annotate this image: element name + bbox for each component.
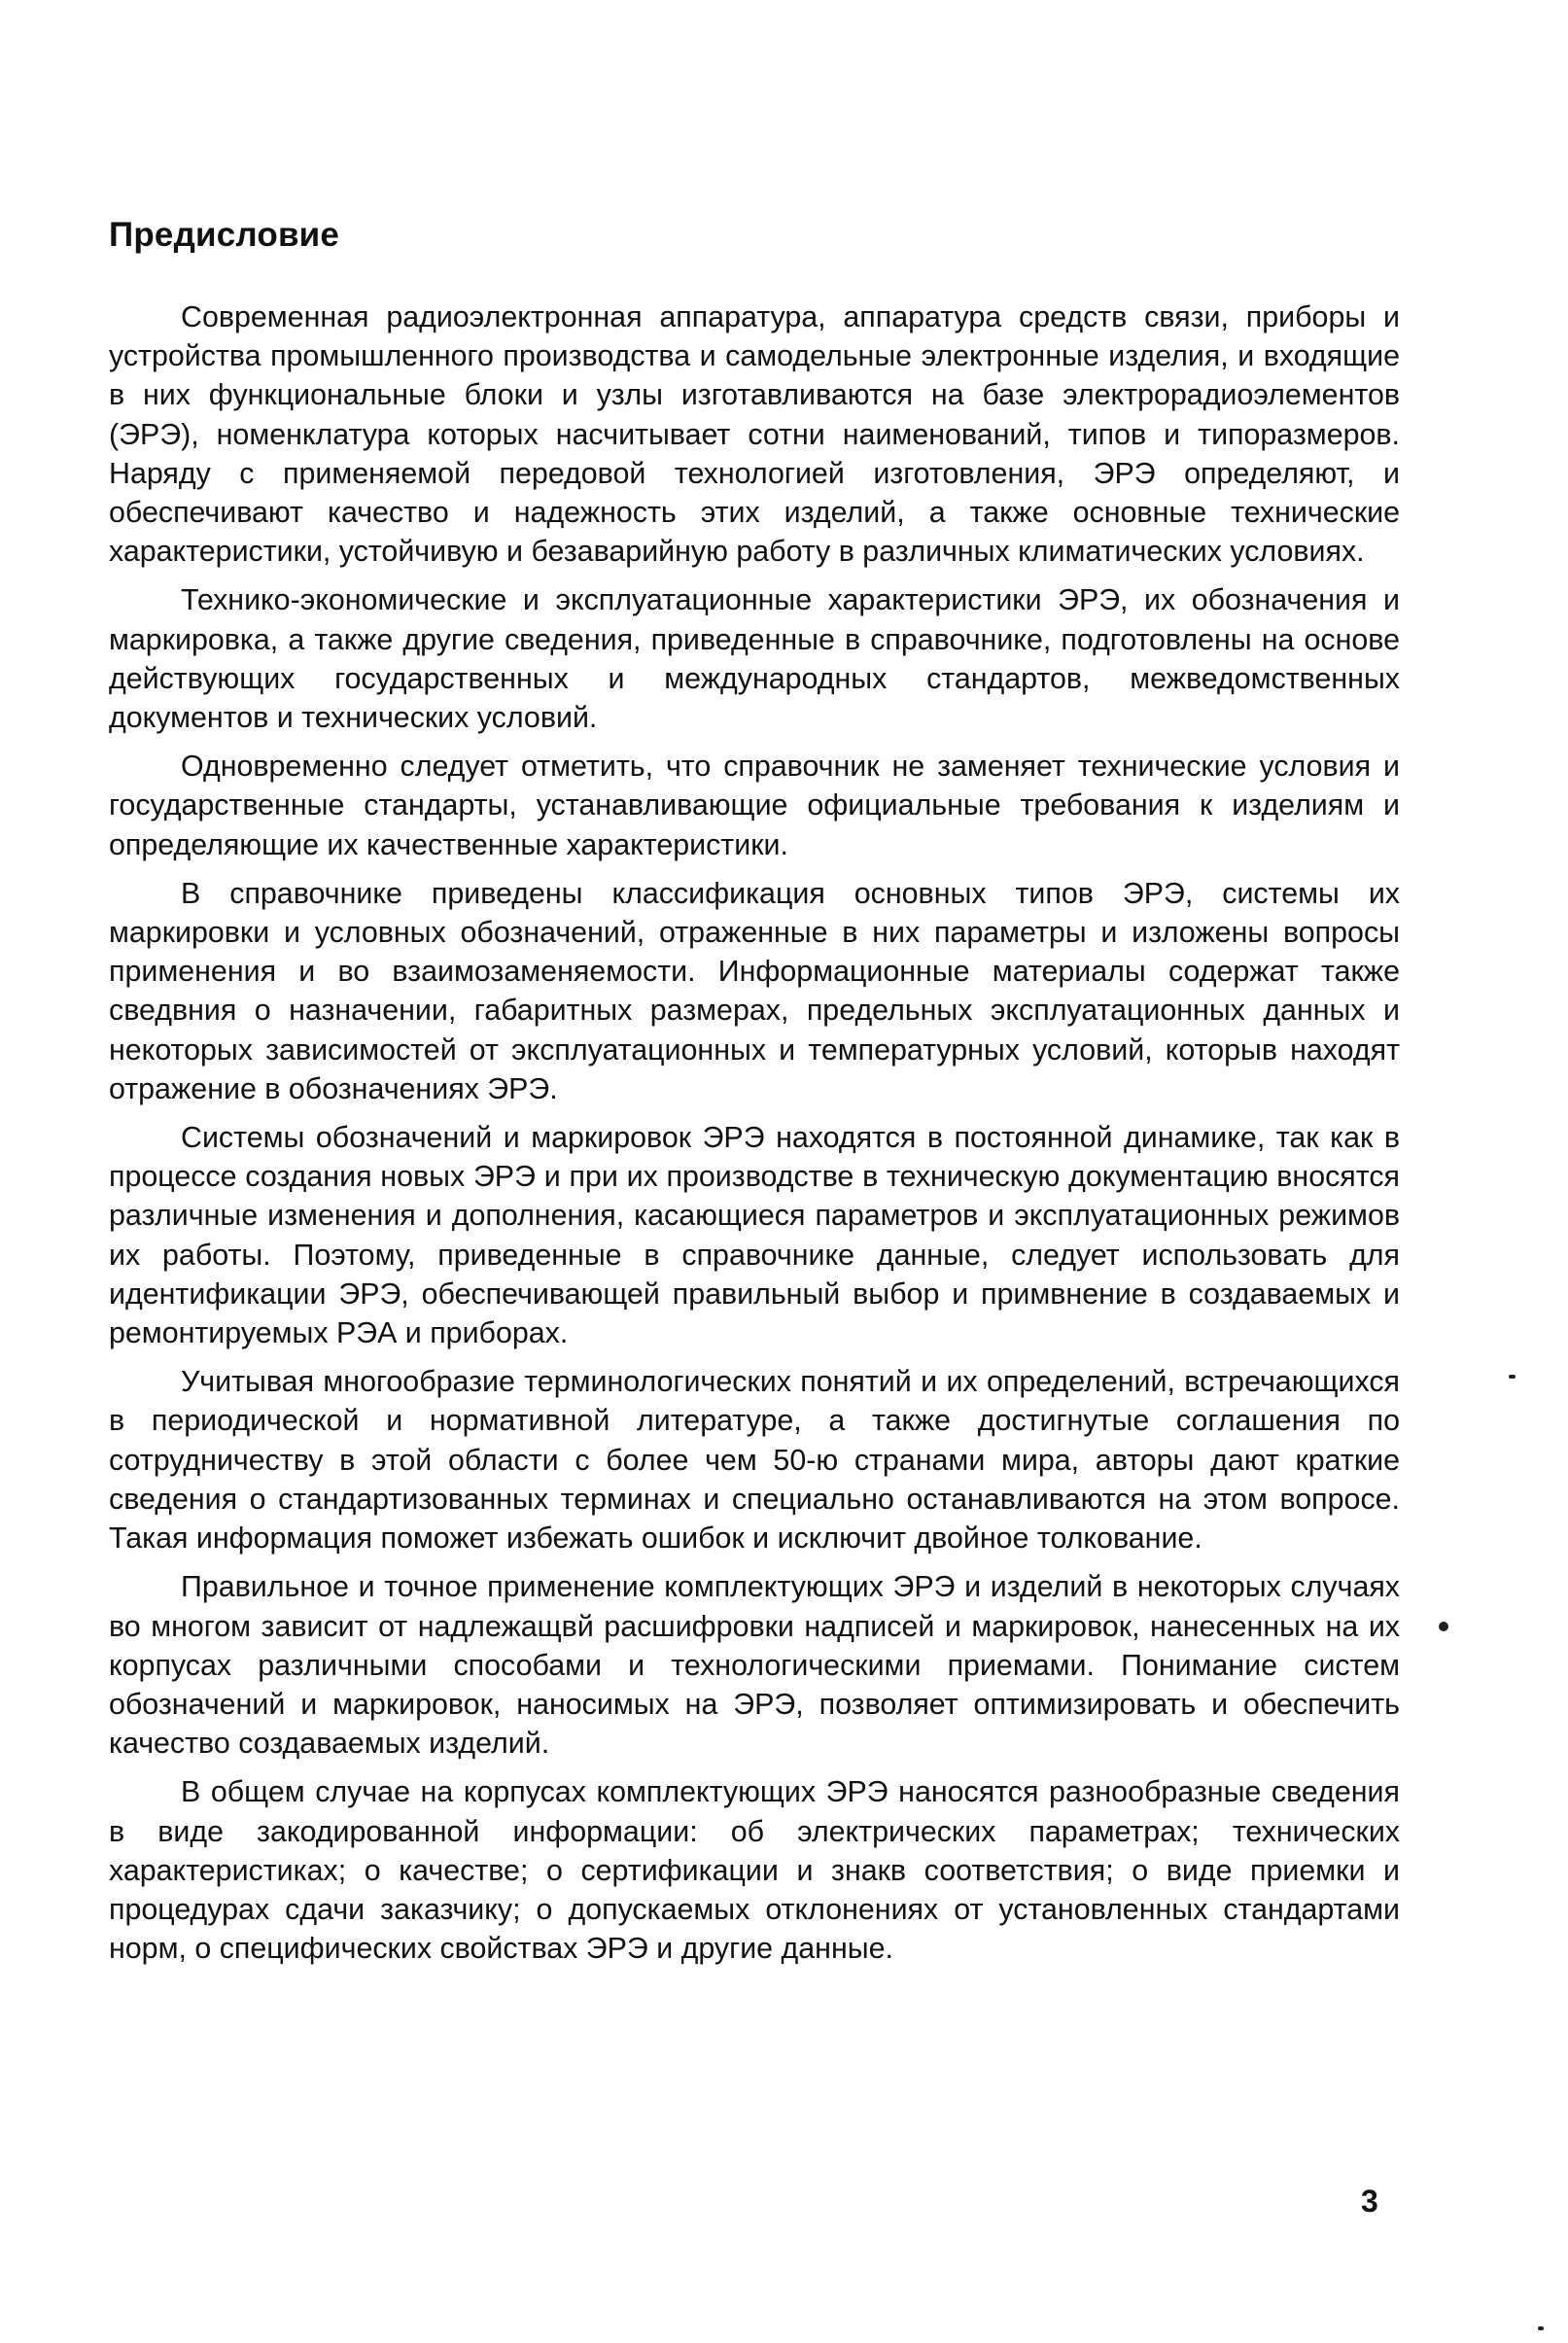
scan-speck	[1509, 1375, 1516, 1379]
paragraph-1: Современная радиоэлектронная аппаратура, аппаратура средств связи, приборы и устройства промышленного производства и самодельные электронные изделия, и входящие в них функциональные блоки и узлы изготавливаются на базе электрорадиоэлементов (ЭРЭ), номенклатура которых насчитывает сотни наименований, типов и типоразмеров. Наряду с применяемой передовой технологией изготовления, ЭРЭ определяют, и обеспечивают качество и надежность этих изделий, а также основные технические характеристики, устойчивую и безаварийную работу в различных климатических условиях.	[109, 300, 1400, 569]
scan-speck	[1538, 2326, 1544, 2330]
scan-speck	[1439, 1622, 1448, 1631]
section-heading: Предисловие	[109, 216, 340, 254]
paragraph-8: В общем случае на корпусах комплектующих ЭРЭ наносятся разнообразные сведения в виде закодированной информации: об электрических параметрах; технических характеристиках; о качестве; о сертификации и знакв соответствия; о виде приемки и процедурах сдачи заказчику; о допускаемых отклонениях от установленных стандартами норм, о специфических свойствах ЭРЭ и другие данные.	[109, 1775, 1400, 1966]
page-number: 3	[1361, 2184, 1378, 2219]
paragraph-4: В справочнике приведены классификация основных типов ЭРЭ, системы их маркировки и условных обозначений, отраженные в них параметры и изложены вопросы применения и во взаимозаменяемости. Информационные материалы содержат также сведвния о назначении, габаритных размерах, предельных эксплуатационных данных и некоторых зависимостей от эксплуатационных и температурных условий, которыв находят отражение в обозначениях ЭРЭ.	[109, 876, 1400, 1105]
paragraph-6: Учитывая многообразие терминологических понятий и их определений, встречающихся в периодической и нормативной литературе, а также достигнутые соглашения по сотрудничеству в этой области с более чем 50-ю странами мира, авторы дают краткие сведения о стандартизованных терминах и специально останавливаются на этом вопросе. Такая информация поможет избежать ошибок и исключит двойное толкование.	[109, 1365, 1400, 1556]
document-page	[109, 216, 1400, 1977]
paragraph-2: Технико-экономические и эксплуатационные характеристики ЭРЭ, их обозначения и маркировка, а также другие сведения, приведенные в справочнике, подготовлены на основе действующих государственных и международных стандартов, межведомственных документов и технических условий.	[109, 583, 1400, 735]
paragraph-7: Правильное и точное применение комплектующих ЭРЭ и изделий в некоторых случаях во многом зависит от надлежащвй расшифровки надписей и маркировок, нанесенных на их корпусах различными способами и технологическими приемами. Понимание систем обозначений и маркировок, наносимых на ЭРЭ, позволяет оптимизировать и обеспечить качество создаваемых изделий.	[109, 1570, 1400, 1761]
paragraph-3: Одновременно следует отметить, что справочник не заменяет технические условия и государственные стандарты, устанавливающие официальные требования к изделиям и определяющие их качественные характеристики.	[109, 750, 1400, 861]
paragraph-5: Системы обозначений и маркировок ЭРЭ находятся в постоянной динамике, так как в процессе создания новых ЭРЭ и при их производстве в техническую документацию вносятся различные изменения и дополнения, касающиеся параметров и эксплуатационных режимов их работы. Поэтому, приведенные в справочнике данные, следует использовать для идентификации ЭРЭ, обеспечивающей правильный выбор и примвнение в создаваемых и ремонтируемых РЭА и приборах.	[109, 1121, 1400, 1350]
